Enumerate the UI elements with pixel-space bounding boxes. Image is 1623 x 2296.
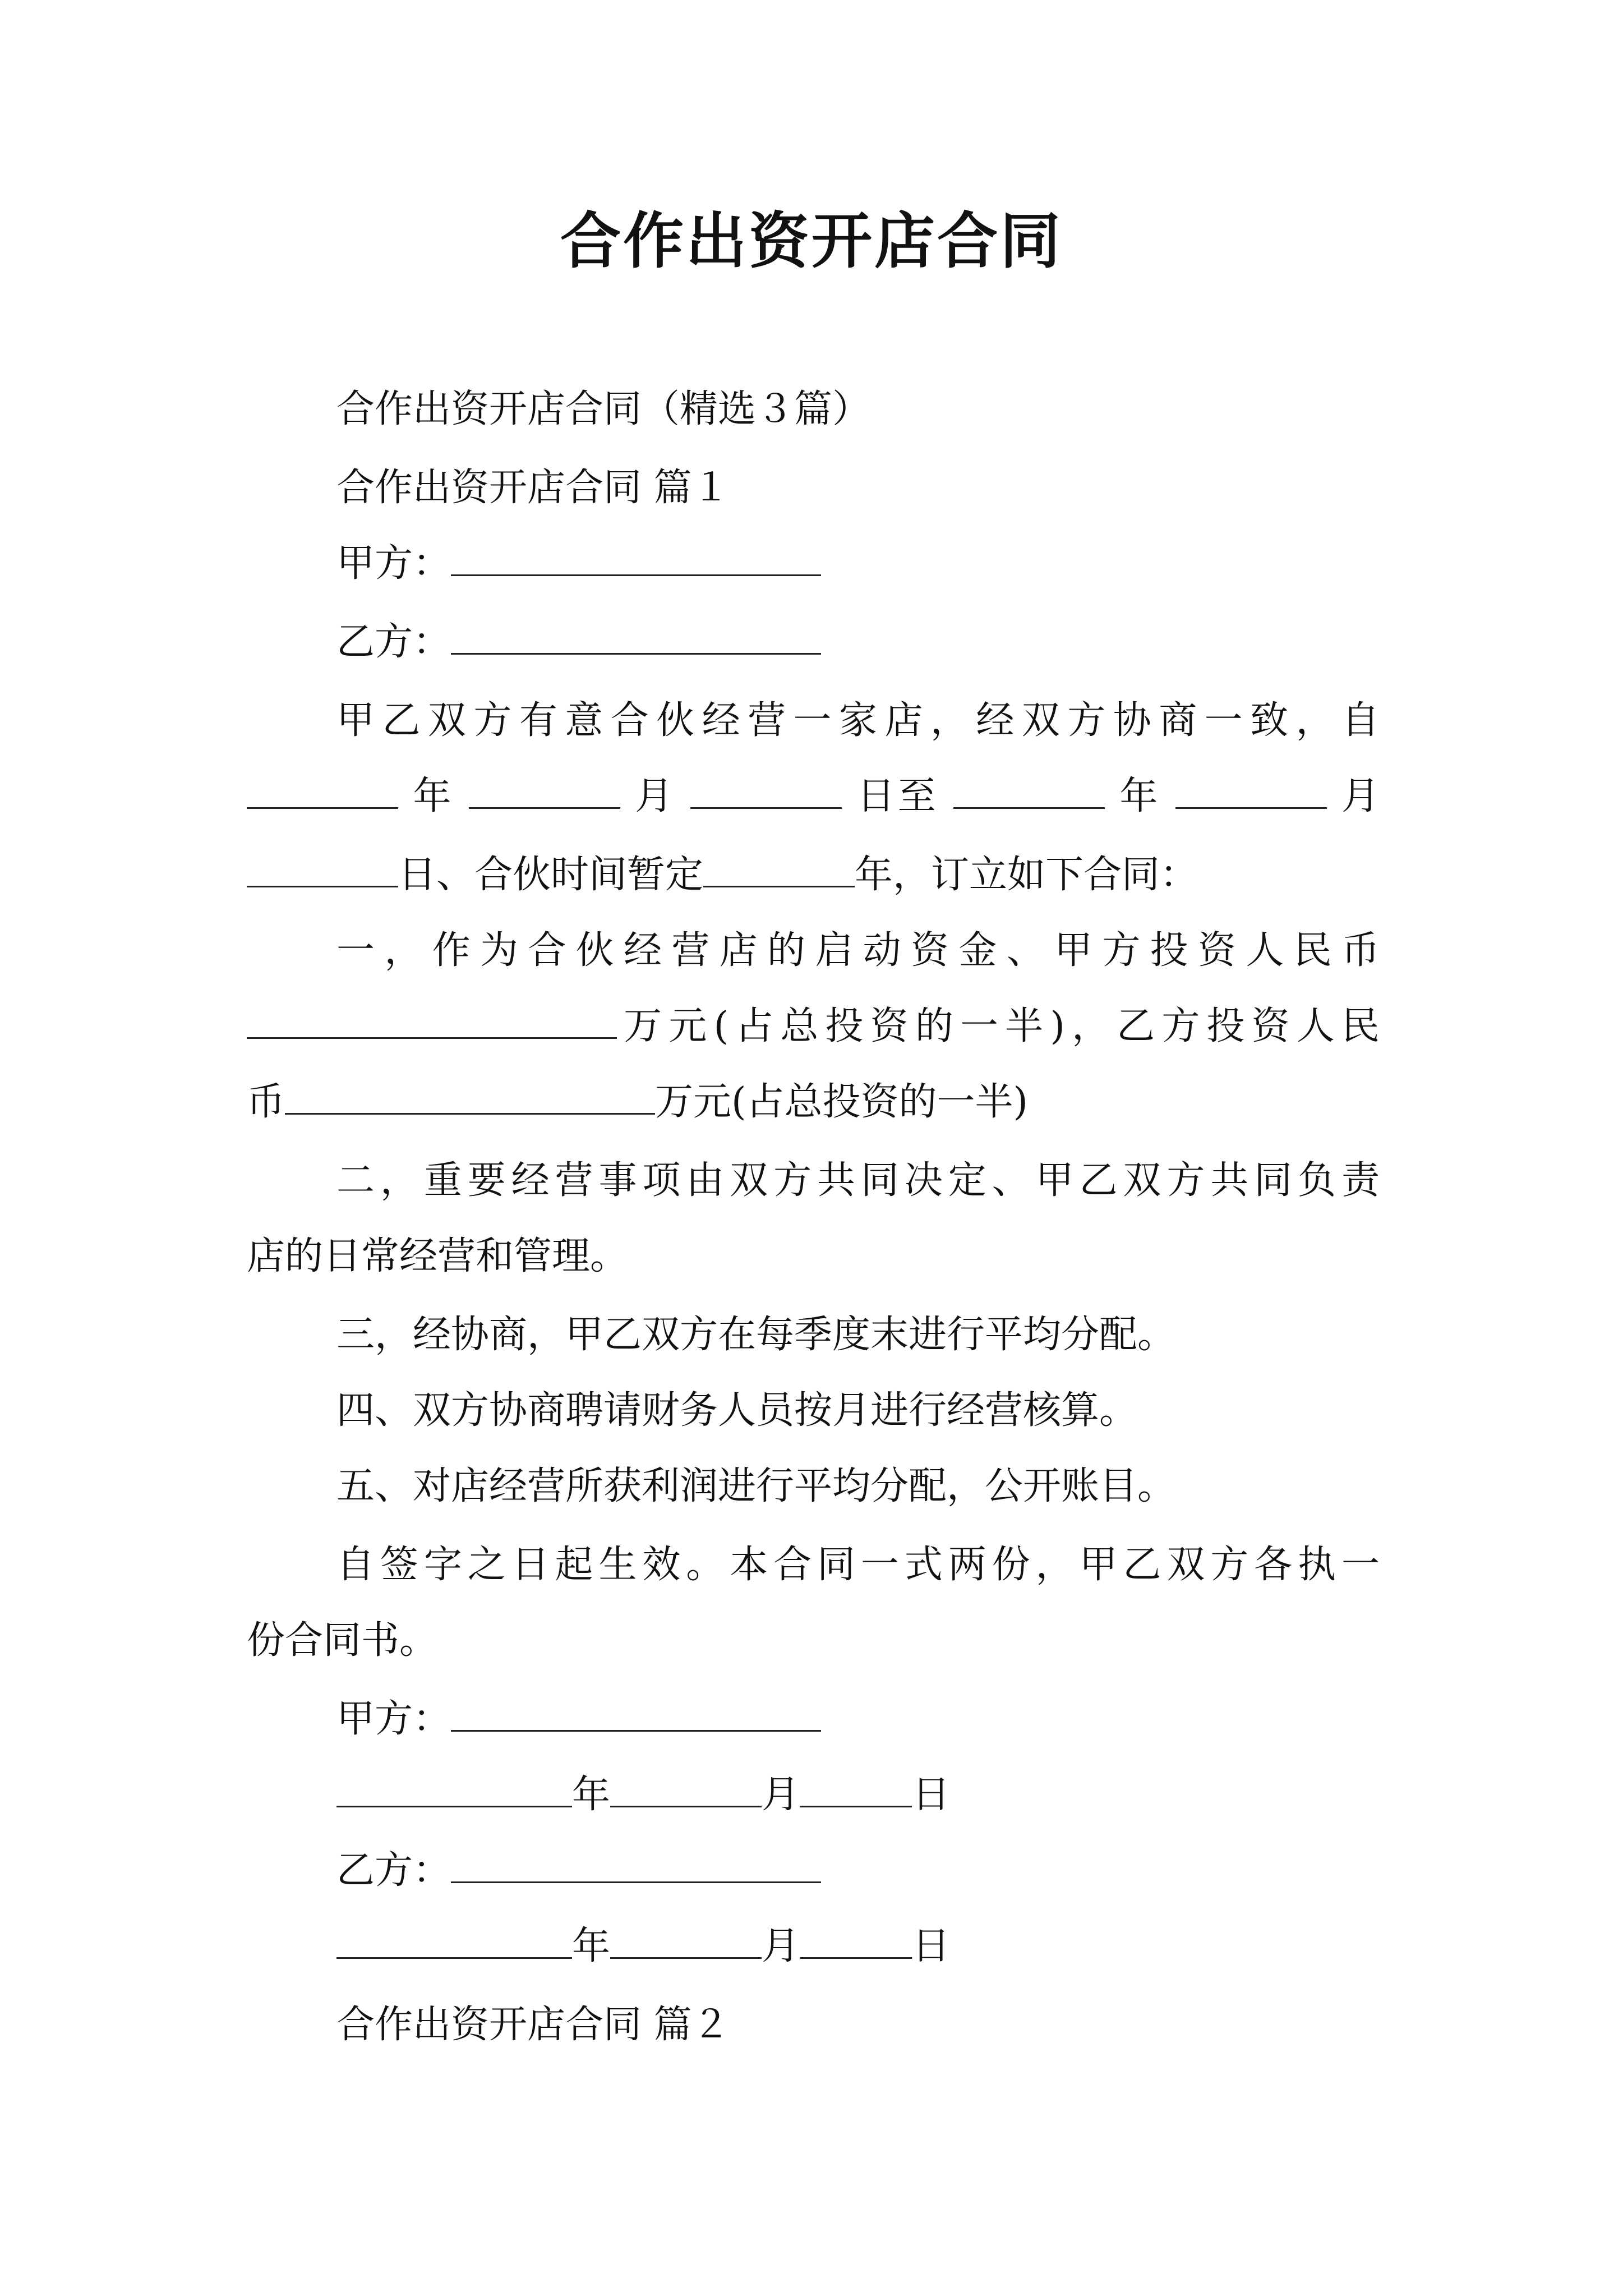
end-day-blank: [247, 852, 398, 887]
clause-2-line-2: 店的日常经营和管理。: [247, 1234, 629, 1278]
term-label: 日、合伙时间暂定: [398, 853, 704, 897]
signature-party-b-label: 乙方：: [336, 1848, 451, 1893]
party-b-label: 乙方：: [336, 620, 451, 664]
clause-5: 五、对店经营所获利润进行平均分配，公开账目。: [336, 1464, 1176, 1508]
sign-a-month-label: 月: [762, 1773, 800, 1817]
sign-a-year-blank: [336, 1772, 572, 1807]
clause-1-line-3: [247, 1074, 1380, 1130]
heading-part-2: 合作出资开店合同 篇２: [336, 2003, 730, 2047]
party-a-amount-blank: [247, 1004, 617, 1039]
signature-date-a-line: [336, 1767, 1380, 1823]
start-month-label: 月: [635, 774, 676, 818]
heading-part-1: 合作出资开店合同 篇１: [336, 466, 730, 510]
sign-a-year-label: 年: [572, 1773, 611, 1817]
signature-party-a-line: [336, 1691, 1380, 1747]
end-month-label: 月: [1341, 774, 1380, 818]
party-b-line: [336, 614, 1380, 670]
sign-b-day-blank: [800, 1924, 912, 1959]
clause-3: 三，经协商，甲乙双方在每季度末进行平均分配。: [336, 1313, 1176, 1357]
party-a-blank: [451, 541, 821, 576]
start-month-blank: [469, 774, 620, 809]
start-year-label: 年: [413, 774, 454, 818]
clause-1-tail: 万元(占总投资的一半): [655, 1080, 1029, 1124]
sign-b-year-blank: [336, 1924, 572, 1959]
signature-party-b-line: [336, 1843, 1380, 1899]
clause-1-line-1: 一，作为合伙经营店的启动资金、甲方投资人民币: [336, 928, 1380, 973]
sign-a-month-blank: [610, 1772, 762, 1807]
sign-b-day-label: 日: [912, 1924, 951, 1968]
clause-2-line-1: 二，重要经营事项由双方共同决定、甲乙双方共同负责: [336, 1158, 1380, 1203]
clause-1-currency: 币: [247, 1080, 285, 1124]
party-b-amount-blank: [285, 1079, 655, 1115]
sign-a-day-blank: [800, 1772, 912, 1807]
party-a-label: 甲方：: [336, 541, 451, 586]
effect-line-2: 份合同书。: [247, 1618, 438, 1663]
intro-line-3: [247, 847, 1380, 903]
clause-1-line-2: [247, 999, 1380, 1055]
signature-party-a-label: 甲方：: [336, 1697, 451, 1741]
intro-line-2: [247, 769, 1380, 825]
end-month-blank: [1175, 774, 1327, 809]
sign-b-year-label: 年: [572, 1924, 611, 1968]
term-tail: 年，订立如下合同：: [855, 853, 1198, 897]
clause-1-mid: 万元(占总投资的一半)，乙方投资人民: [617, 1004, 1380, 1048]
signature-date-b-line: [336, 1918, 1380, 1975]
start-day-blank: [690, 774, 842, 809]
party-a-line: [336, 536, 1380, 592]
clause-4: 四、双方协商聘请财务人员按月进行经营核算。: [336, 1388, 1138, 1433]
sign-a-day-label: 日: [912, 1773, 951, 1817]
sign-b-month-label: 月: [762, 1924, 800, 1968]
signature-party-b-blank: [451, 1848, 821, 1883]
sign-b-month-blank: [610, 1924, 762, 1959]
document-title: 合作出资开店合同: [560, 206, 1063, 277]
effect-line-1: 自签字之日起生效。本合同一式两份，甲乙双方各执一: [336, 1543, 1380, 1587]
day-to-label: 日至: [856, 774, 939, 818]
signature-party-a-blank: [451, 1696, 821, 1732]
end-year-blank: [953, 774, 1105, 809]
intro-line-1: 甲乙双方有意合伙经营一家店，经双方协商一致，自: [336, 698, 1380, 743]
start-year-blank: [247, 774, 398, 809]
term-years-blank: [703, 852, 855, 887]
heading-selected: 合作出资开店合同（精选３篇）: [336, 387, 871, 431]
party-b-blank: [451, 619, 821, 655]
end-year-label: 年: [1119, 774, 1161, 818]
